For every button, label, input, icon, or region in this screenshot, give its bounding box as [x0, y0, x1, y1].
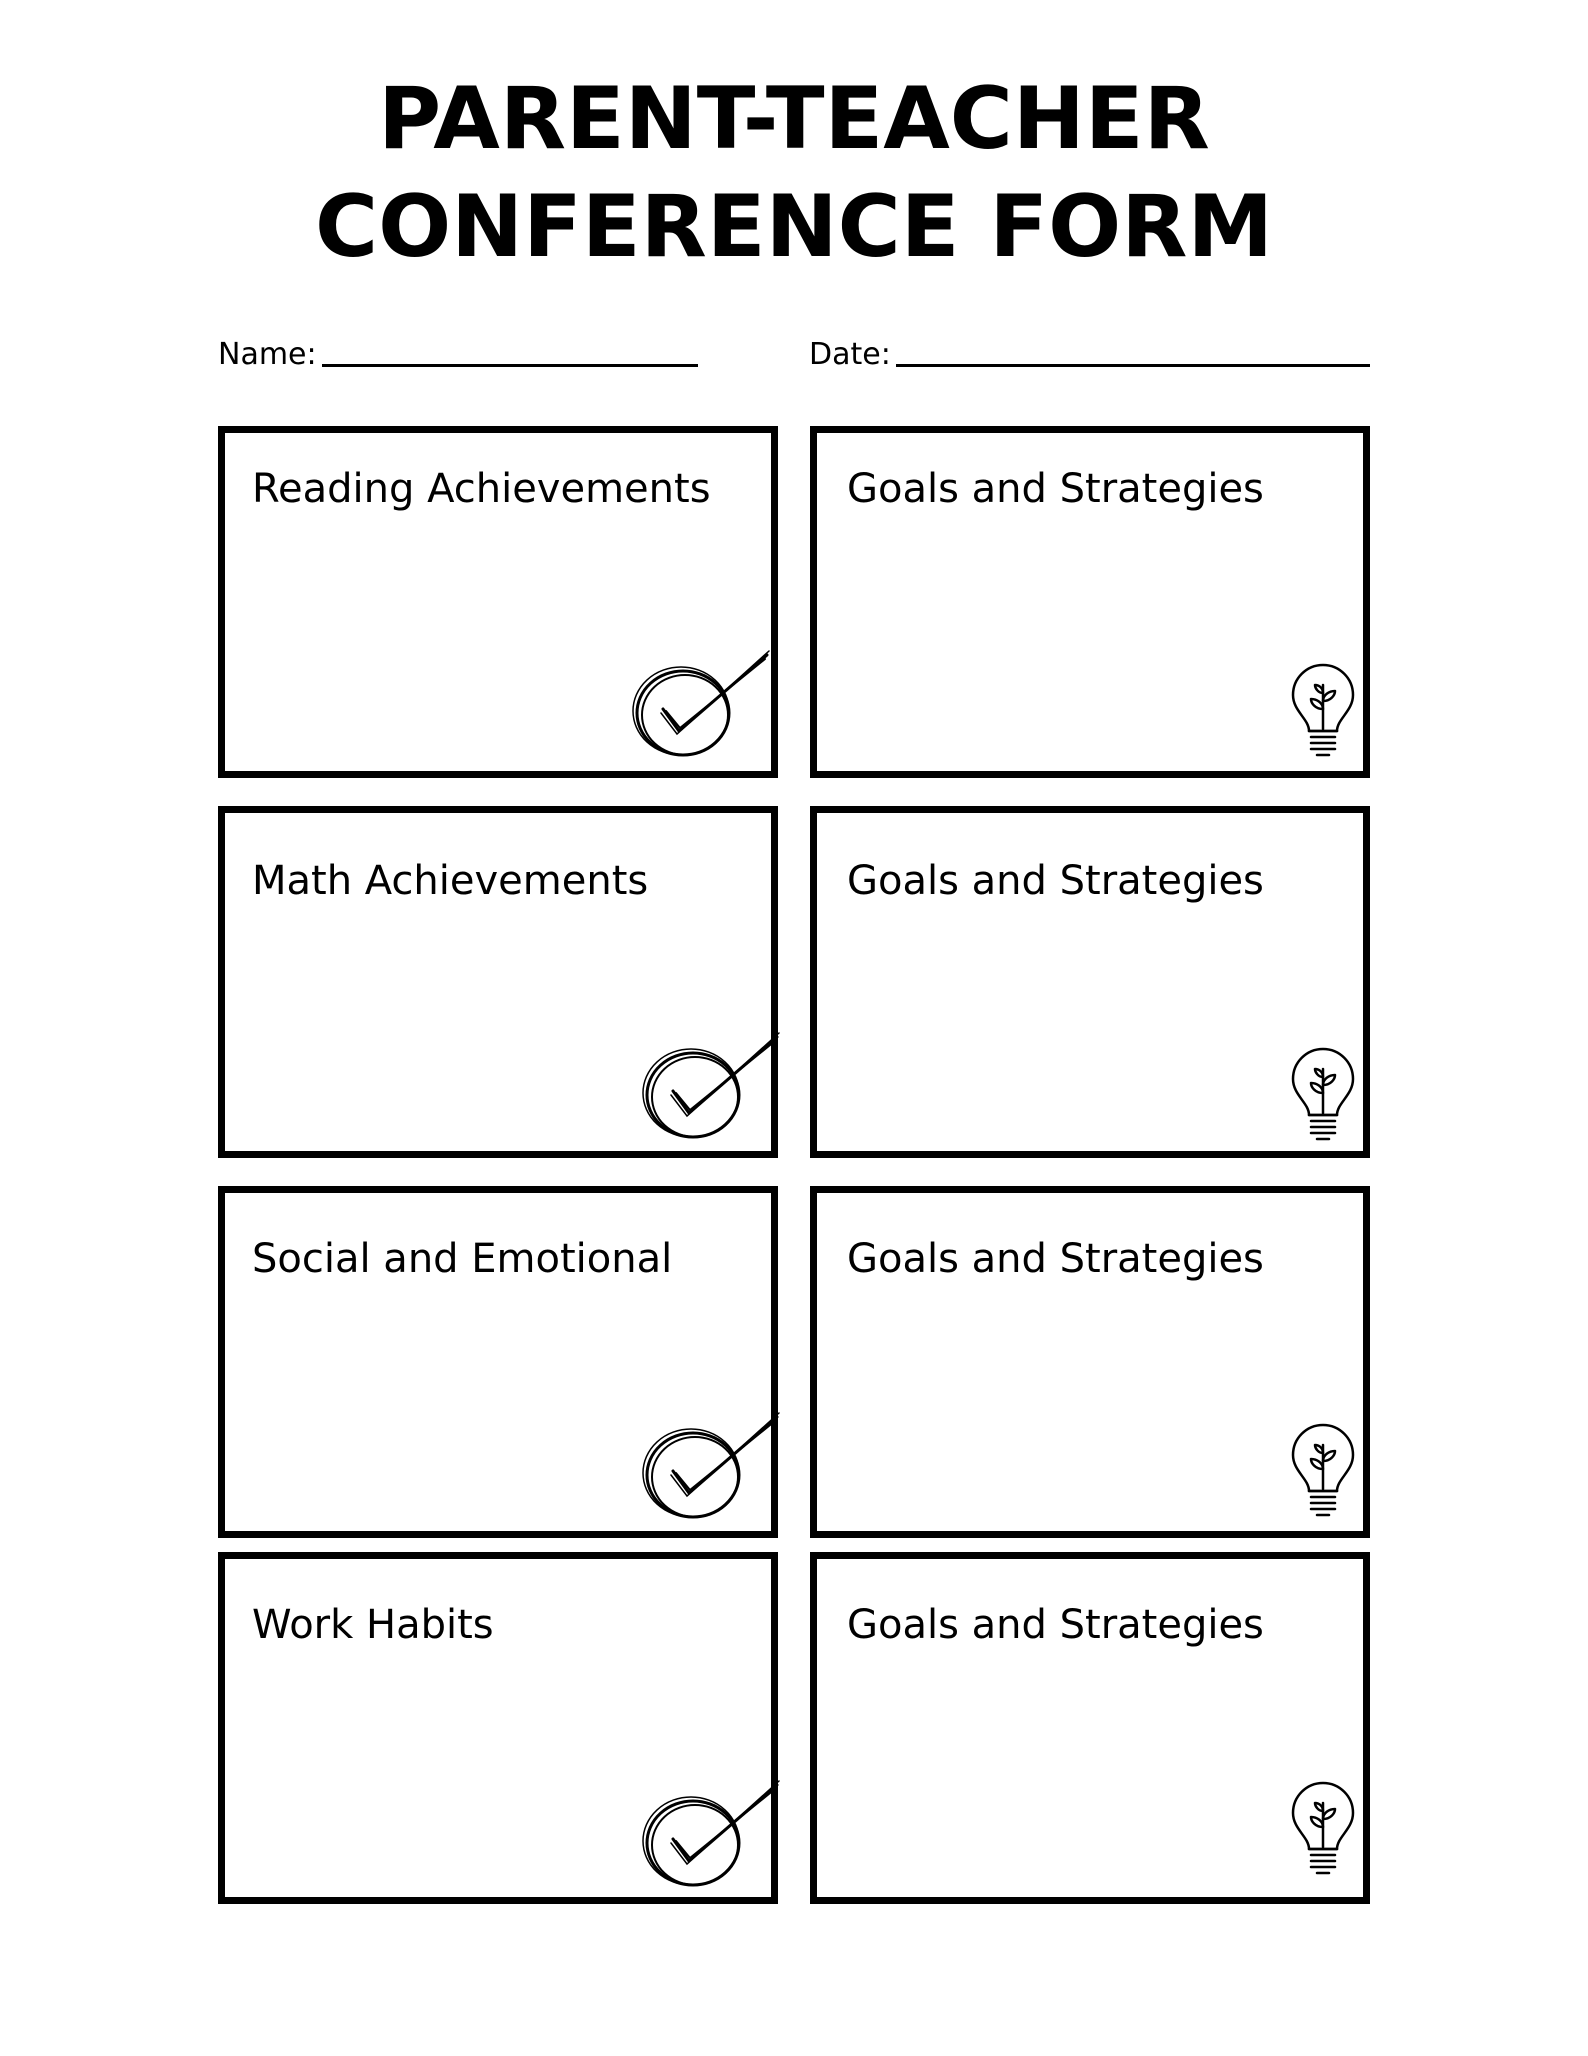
box-label-goals-strategies: Goals and Strategies: [847, 1236, 1264, 1282]
checkmark-circle-icon: [635, 1779, 785, 1899]
box-label-goals-strategies: Goals and Strategies: [847, 858, 1264, 904]
box-label-goals-strategies: Goals and Strategies: [847, 1602, 1264, 1648]
goals-strategies-box-4[interactable]: [810, 1552, 1370, 1904]
date-field[interactable]: [896, 364, 1370, 367]
math-achievements-box[interactable]: [218, 806, 778, 1158]
reading-achievements-box[interactable]: [218, 426, 778, 778]
goals-strategies-box-3[interactable]: [810, 1186, 1370, 1538]
name-field[interactable]: [322, 364, 698, 367]
lightbulb-icon: [1287, 1047, 1359, 1149]
box-label-social-emotional: Social and Emotional: [252, 1236, 673, 1282]
box-label-math-achievements: Math Achievements: [252, 858, 649, 904]
form-title-line-2: CONFERENCE FORM: [314, 177, 1274, 277]
social-emotional-box[interactable]: [218, 1186, 778, 1538]
form-title-line-1: PARENT-TEACHER: [378, 69, 1210, 169]
box-label-goals-strategies: Goals and Strategies: [847, 466, 1264, 512]
name-label: Name:: [218, 337, 317, 372]
box-label-reading-achievements: Reading Achievements: [252, 466, 711, 512]
checkmark-circle-icon: [625, 649, 775, 769]
goals-strategies-box-2[interactable]: [810, 806, 1370, 1158]
work-habits-box[interactable]: [218, 1552, 778, 1904]
checkmark-circle-icon: [635, 1411, 785, 1531]
lightbulb-icon: [1287, 1781, 1359, 1883]
box-label-work-habits: Work Habits: [252, 1602, 494, 1648]
checkmark-circle-icon: [635, 1031, 785, 1151]
lightbulb-icon: [1287, 1423, 1359, 1525]
lightbulb-icon: [1287, 663, 1359, 765]
date-label: Date:: [809, 337, 891, 372]
goals-strategies-box-1[interactable]: [810, 426, 1370, 778]
